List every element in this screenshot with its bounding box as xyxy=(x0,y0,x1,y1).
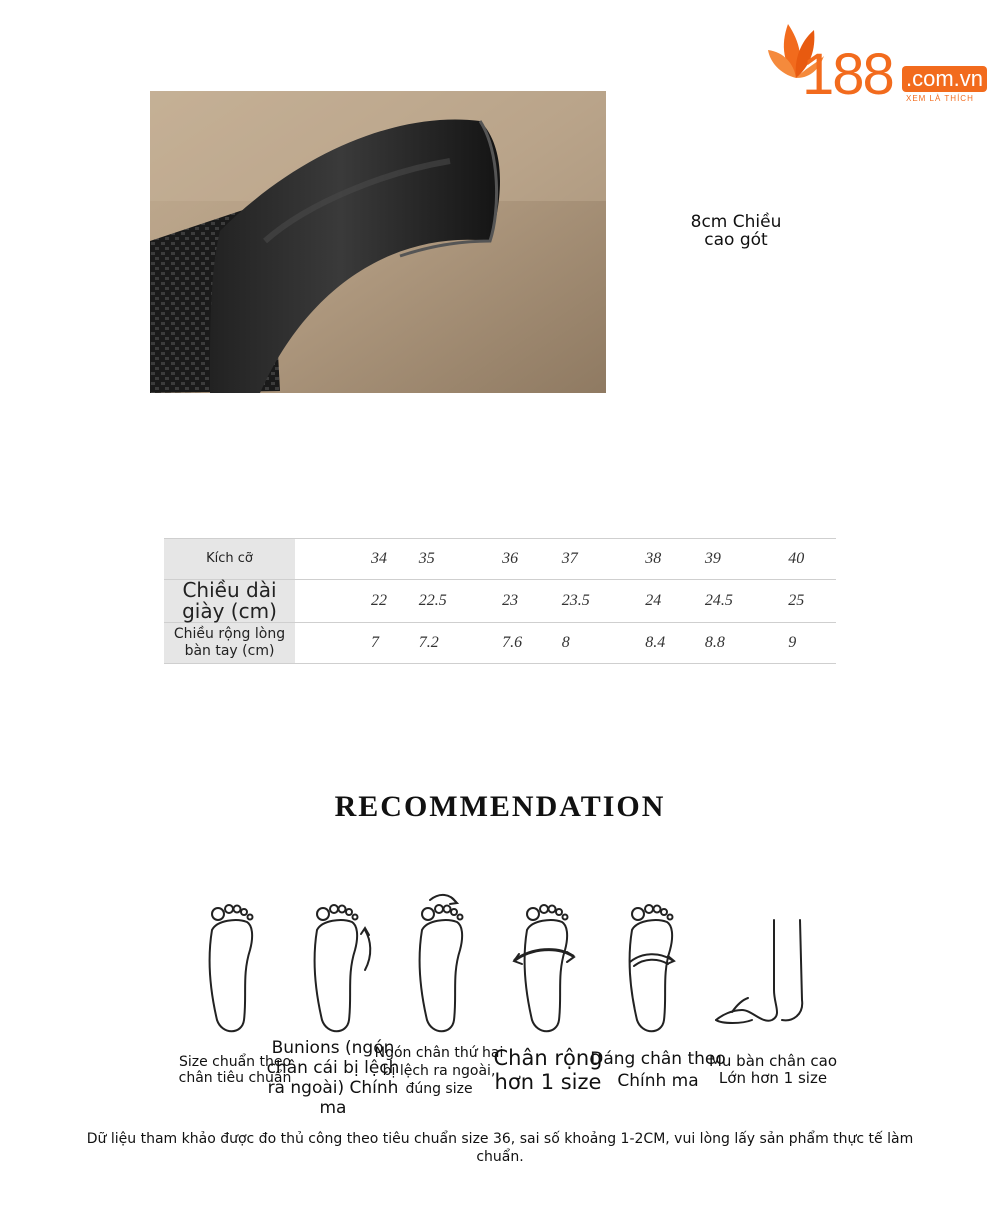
table-cell: 7 xyxy=(371,623,419,664)
logo-number: 188 xyxy=(802,42,893,107)
size-table xyxy=(164,538,836,664)
wide-foot-icon xyxy=(514,905,574,1031)
heel-height-label: 8cm Chiều cao gót xyxy=(690,212,782,250)
logo-tagline: XEM LÀ THÍCH xyxy=(906,94,974,103)
table-row xyxy=(164,539,836,580)
foot-label-second-toe: Ngón chân thứ hai bị lệch ra ngoài, đúng size xyxy=(374,1045,504,1097)
foot-label-instep: Dáng chân theo Chính ma xyxy=(590,1049,726,1091)
table-cell: 7.2 xyxy=(419,623,502,664)
site-logo[interactable] xyxy=(766,16,992,108)
table-cell: 36 xyxy=(502,539,562,580)
row-header-width: Chiều rộng lòng bàn tay (cm) xyxy=(164,623,295,664)
table-cell: 24 xyxy=(645,580,705,623)
foot-label-wide: Chân rộng hơn 1 size xyxy=(493,1046,603,1094)
bunion-foot-icon xyxy=(315,905,371,1031)
table-row xyxy=(164,580,836,623)
table-cell: 8 xyxy=(562,623,645,664)
table-cell: 22 xyxy=(371,580,419,623)
foot-label-high-instep: Mu bàn chân cao Lớn hơn 1 size xyxy=(708,1052,838,1087)
row-header-size: Kích cỡ xyxy=(164,539,295,580)
instep-foot-icon xyxy=(630,905,674,1031)
recommendation-title: RECOMMENDATION xyxy=(334,790,666,823)
table-cell: 37 xyxy=(562,539,645,580)
table-cell: 35 xyxy=(419,539,502,580)
second-toe-foot-icon xyxy=(420,895,463,1031)
heel-closeup-photo xyxy=(150,91,606,393)
logo-domain: .com.vn xyxy=(902,66,987,92)
table-row xyxy=(164,623,836,664)
table-cell: 39 xyxy=(705,539,788,580)
table-cell: 7.6 xyxy=(502,623,562,664)
foot-label-bunion: Bunions (ngón chân cái bị lệch ra ngoài) Chính ma xyxy=(266,1038,400,1118)
foot-types-illustration xyxy=(182,880,836,1038)
table-cell: 38 xyxy=(645,539,705,580)
table-cell: 22.5 xyxy=(419,580,502,623)
table-cell: 40 xyxy=(788,539,836,580)
row-header-length: Chiều dài giày (cm) xyxy=(164,580,295,623)
table-cell: 9 xyxy=(788,623,836,664)
foot-label-standard: Size chuẩn theo chân tiêu chuẩn xyxy=(178,1054,292,1086)
measurement-footnote: Dữ liệu tham khảo được đo thủ công theo tiêu chuẩn size 36, sai số khoảng 1-2CM, vui lòng lấy sản phẩm thực tế làm chuẩn. xyxy=(86,1131,914,1165)
table-cell: 8.8 xyxy=(705,623,788,664)
table-cell: 23 xyxy=(502,580,562,623)
standard-foot-icon xyxy=(210,905,253,1031)
high-instep-side-foot-icon xyxy=(716,920,802,1023)
table-cell: 8.4 xyxy=(645,623,705,664)
table-cell: 25 xyxy=(788,580,836,623)
table-cell: 34 xyxy=(371,539,419,580)
table-cell: 24.5 xyxy=(705,580,788,623)
table-cell: 23.5 xyxy=(562,580,645,623)
